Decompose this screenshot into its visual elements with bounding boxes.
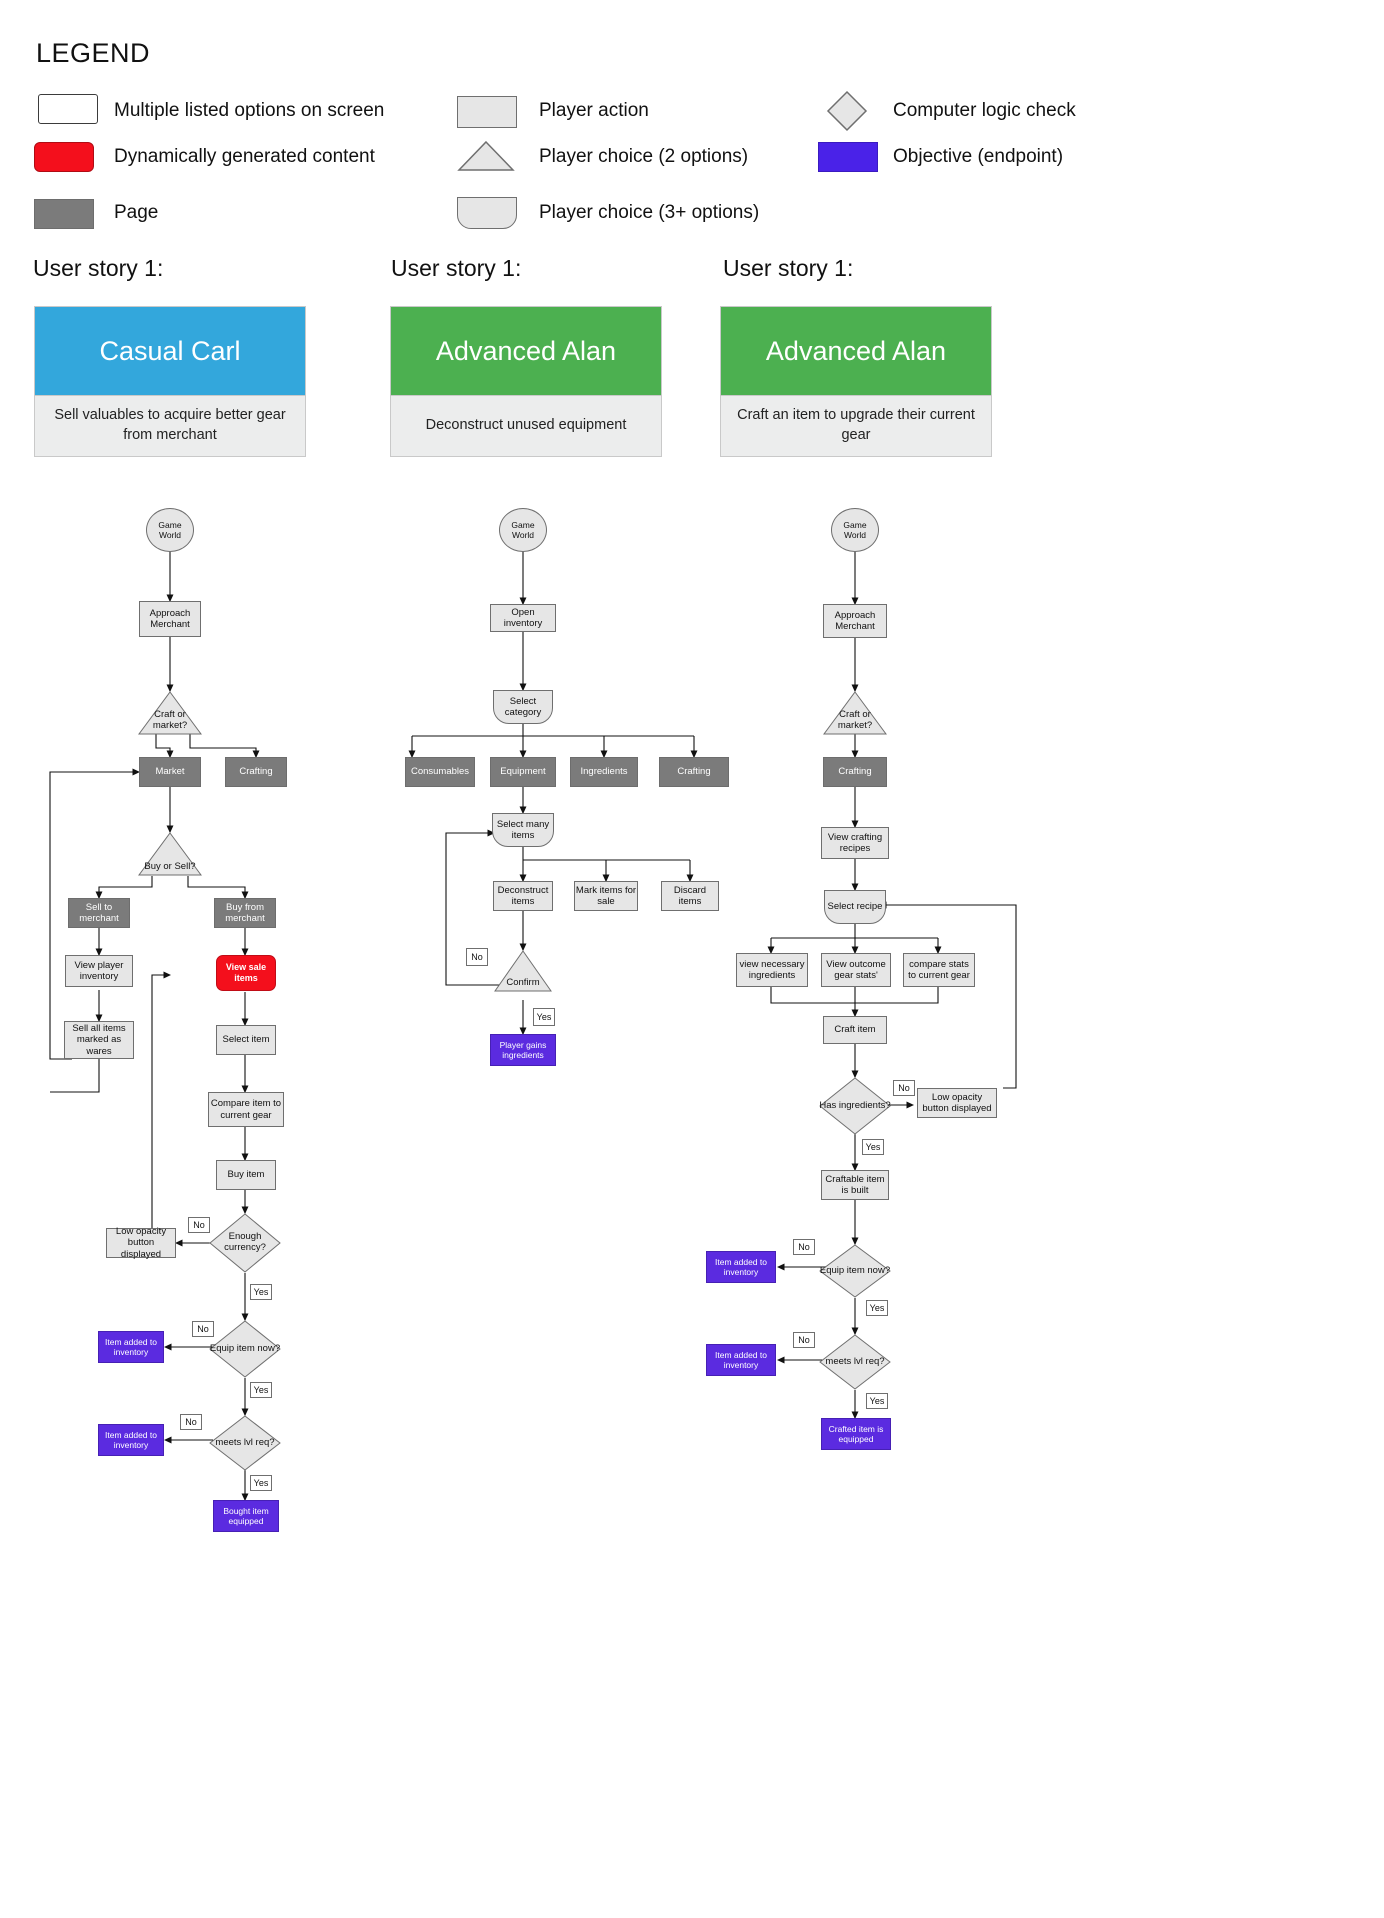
flow3-view-necessary-ingredients[interactable]: view necessary ingredients xyxy=(736,953,808,987)
flow1-buy-or-sell[interactable]: Buy or Sell? xyxy=(138,832,202,876)
flow3-label-yes-ingredients: Yes xyxy=(862,1139,884,1155)
flow1-start: Game World xyxy=(146,508,194,552)
persona-name-2: Advanced Alan xyxy=(391,307,661,395)
flow3-equip-item-now: Equip item now? xyxy=(819,1244,891,1298)
flow2-ingredients-page[interactable]: Ingredients xyxy=(570,757,638,787)
legend-swatch-dynamic xyxy=(34,142,94,172)
flow3-label-no-lvl: No xyxy=(793,1332,815,1348)
legend-swatch-page xyxy=(34,199,94,229)
flow2-consumables-page[interactable]: Consumables xyxy=(405,757,475,787)
persona-name-1: Casual Carl xyxy=(35,307,305,395)
flow1-sell-all-items[interactable]: Sell all items marked as wares xyxy=(64,1021,134,1059)
legend-swatch-objective xyxy=(818,142,878,172)
legend-label-multi: Multiple listed options on screen xyxy=(114,100,385,121)
flow3-crafting-page[interactable]: Crafting xyxy=(823,757,887,787)
flow3-label-no-equip: No xyxy=(793,1239,815,1255)
flow1-bought-item-equipped: Bought item equipped xyxy=(213,1500,279,1532)
flow3-crafted-item-equipped: Crafted item is equipped xyxy=(821,1418,891,1450)
legend-swatch-choice3 xyxy=(457,197,517,229)
flow3-meets-lvl: meets lvl req? xyxy=(819,1334,891,1390)
flow2-player-gains-ingredients: Player gains ingredients xyxy=(490,1034,556,1066)
flow1-market-page[interactable]: Market xyxy=(139,757,201,787)
flow1-item-added-1: Item added to inventory xyxy=(98,1331,164,1363)
flow3-has-ingredients: Has ingredients? xyxy=(819,1077,891,1135)
flow1-label-yes-currency: Yes xyxy=(250,1284,272,1300)
legend-label-choice2: Player choice (2 options) xyxy=(539,146,749,167)
flow1-item-added-2: Item added to inventory xyxy=(98,1424,164,1456)
flow2-start: Game World xyxy=(499,508,547,552)
flow3-craft-item[interactable]: Craft item xyxy=(823,1016,887,1044)
legend-label-action: Player action xyxy=(539,100,649,121)
flow1-approach-merchant[interactable]: Approach Merchant xyxy=(139,601,201,637)
flow3-item-added-1: Item added to inventory xyxy=(706,1251,776,1283)
flow3-label-yes-equip: Yes xyxy=(866,1300,888,1316)
flow3-view-crafting-recipes[interactable]: View crafting recipes xyxy=(821,827,889,859)
flow3-item-added-2: Item added to inventory xyxy=(706,1344,776,1376)
flow1-craft-or-market[interactable]: Craft or market? xyxy=(138,691,202,735)
flow2-label-yes: Yes xyxy=(533,1008,555,1026)
legend-label-choice3: Player choice (3+ options) xyxy=(539,202,760,223)
flow1-label-yes-equip: Yes xyxy=(250,1382,272,1398)
flow3-compare-stats[interactable]: compare stats to current gear xyxy=(903,953,975,987)
flow1-label-yes-lvl: Yes xyxy=(250,1475,272,1491)
flow1-label-no-equip: No xyxy=(192,1321,214,1337)
flow1-view-player-inventory[interactable]: View player inventory xyxy=(65,955,133,987)
flow2-confirm[interactable]: Confirm xyxy=(494,950,552,992)
flow1-buy-item[interactable]: Buy item xyxy=(216,1160,276,1190)
flow2-select-many-items[interactable]: Select many items xyxy=(492,813,554,847)
persona-description-1: Sell valuables to acquire better gear from merchant xyxy=(35,395,305,456)
legend-label-objective: Objective (endpoint) xyxy=(893,146,1064,167)
flow3-select-recipe[interactable]: Select recipe xyxy=(824,890,886,924)
flow2-crafting-page[interactable]: Crafting xyxy=(659,757,729,787)
flow2-deconstruct-items[interactable]: Deconstruct items xyxy=(493,881,553,911)
flow1-meets-lvl: meets lvl req? xyxy=(209,1415,281,1471)
flow3-view-outcome-stats[interactable]: View outcome gear stats' xyxy=(821,953,891,987)
persona-name-3: Advanced Alan xyxy=(721,307,991,395)
legend-swatch-choice2 xyxy=(457,140,515,172)
flow1-label-no-currency: No xyxy=(188,1217,210,1233)
flow1-select-item[interactable]: Select item xyxy=(216,1025,276,1055)
flow3-craft-or-market[interactable]: Craft or market? xyxy=(823,691,887,735)
flow1-buy-from-merchant[interactable]: Buy from merchant xyxy=(214,898,276,928)
flow3-label-no-ingredients: No xyxy=(893,1080,915,1096)
legend-swatch-logic xyxy=(826,90,868,132)
flow1-equip-item-now: Equip item now? xyxy=(209,1320,281,1378)
legend-swatch-multi xyxy=(38,94,98,124)
flow1-crafting-page[interactable]: Crafting xyxy=(225,757,287,787)
persona-card-1 xyxy=(34,306,306,457)
flow2-equipment-page[interactable]: Equipment xyxy=(490,757,556,787)
persona-card-2 xyxy=(390,306,662,457)
persona-description-2: Deconstruct unused equipment xyxy=(391,395,661,456)
legend-title: LEGEND xyxy=(36,38,151,68)
flow1-label-no-lvl: No xyxy=(180,1414,202,1430)
legend-label-page: Page xyxy=(114,202,159,223)
flow3-craftable-built: Craftable item is built xyxy=(821,1170,889,1200)
flow3-low-opacity: Low opacity button displayed xyxy=(917,1088,997,1118)
persona-card-3 xyxy=(720,306,992,457)
flow1-low-opacity: Low opacity button displayed xyxy=(106,1228,176,1258)
flow2-mark-items-for-sale[interactable]: Mark items for sale xyxy=(574,881,638,911)
flow1-sell-to-merchant[interactable]: Sell to merchant xyxy=(68,898,130,928)
story-label-3: User story 1: xyxy=(723,255,854,281)
flow1-view-sale-items[interactable]: View sale items xyxy=(216,955,276,991)
legend-label-dynamic: Dynamically generated content xyxy=(114,146,375,167)
flow3-start: Game World xyxy=(831,508,879,552)
flow2-discard-items[interactable]: Discard items xyxy=(661,881,719,911)
story-label-2: User story 1: xyxy=(391,255,522,281)
story-label-1: User story 1: xyxy=(33,255,164,281)
flow2-select-category[interactable]: Select category xyxy=(493,690,553,724)
legend-swatch-action xyxy=(457,96,517,128)
persona-description-3: Craft an item to upgrade their current gear xyxy=(721,395,991,456)
flow1-enough-currency: Enough currency? xyxy=(209,1213,281,1273)
flow3-approach-merchant[interactable]: Approach Merchant xyxy=(823,604,887,638)
legend-label-logic: Computer logic check xyxy=(893,100,1076,121)
flow2-label-no: No xyxy=(466,948,488,966)
flow1-compare-item[interactable]: Compare item to current gear xyxy=(208,1092,284,1127)
flow3-label-yes-lvl: Yes xyxy=(866,1393,888,1409)
flow2-open-inventory[interactable]: Open inventory xyxy=(490,604,556,632)
